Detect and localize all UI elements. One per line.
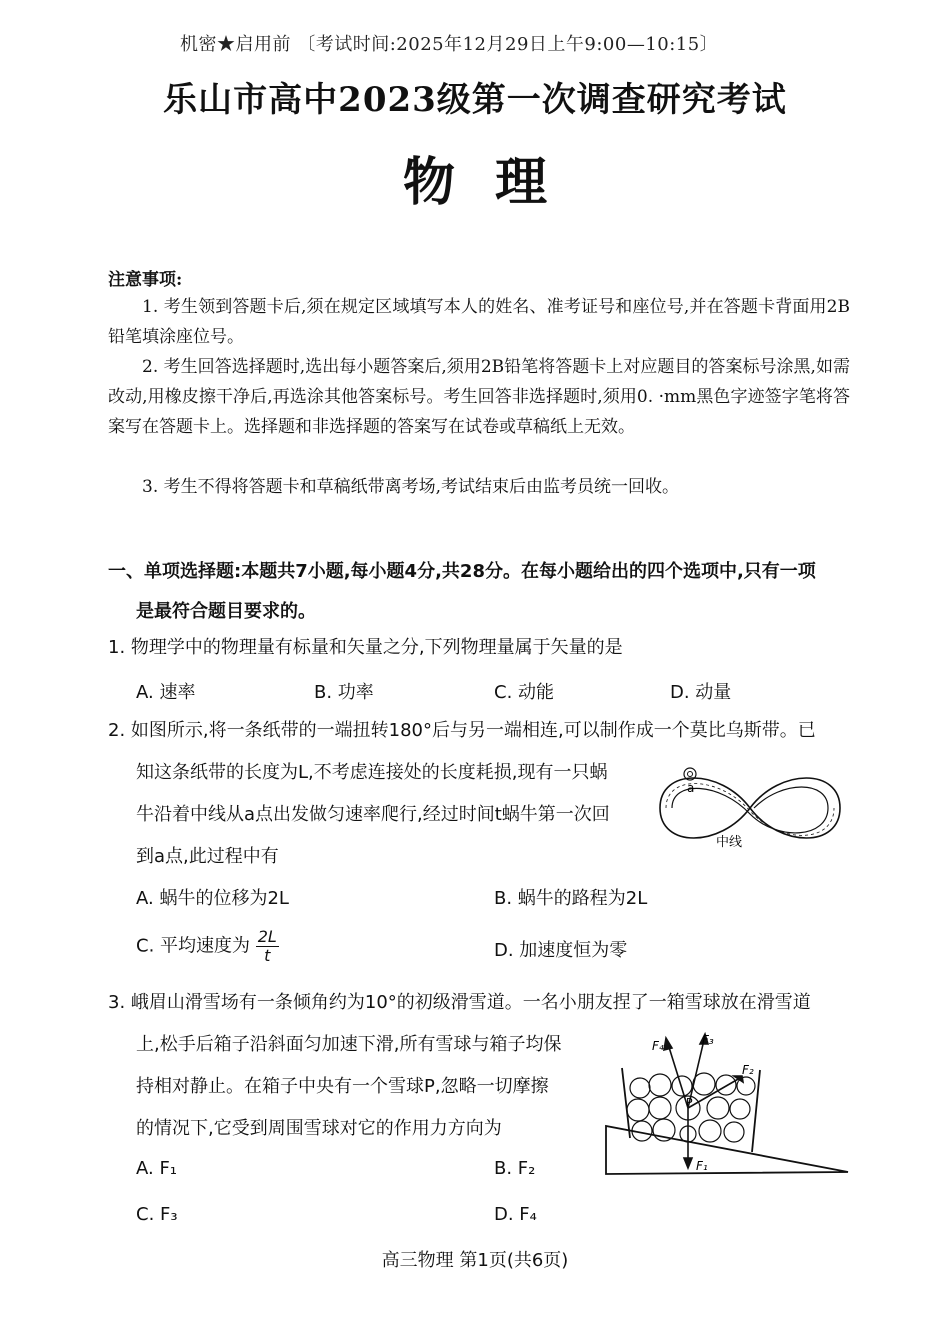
label-f2: F₂ bbox=[742, 1063, 754, 1077]
fraction-2L-over-t bbox=[256, 928, 279, 965]
page-footer: 高三物理 第1页(共6页) bbox=[381, 1250, 569, 1271]
notice-heading: 注意事项: bbox=[108, 270, 183, 290]
label-f4: F₄ bbox=[652, 1039, 664, 1053]
q3-stem-line-2: 上,松手后箱子沿斜面匀加速下滑,所有雪球与箱子均保 bbox=[136, 1034, 562, 1055]
q2-option-d: D. 加速度恒为零 bbox=[494, 940, 628, 961]
subject-title: 物理 bbox=[402, 152, 587, 213]
confidential-note: 机密★启用前 〔考试时间:2025年12月29日上午9:00—10:15〕 bbox=[180, 34, 719, 55]
exam-title: 乐山市高中2023级第一次调查研究考试 bbox=[163, 80, 787, 120]
section-line-2: 是最符合题目要求的。 bbox=[136, 601, 316, 622]
q3-stem-line-4: 的情况下,它受到周围雪球对它的作用力方向为 bbox=[136, 1118, 502, 1139]
fraction-numerator: 2L bbox=[257, 927, 277, 946]
q2-option-c-prefix: C. 平均速度为 bbox=[136, 935, 251, 957]
snowball-box-figure bbox=[600, 1030, 850, 1176]
q2-option-a: A. 蜗牛的位移为2L bbox=[136, 888, 289, 909]
q3-option-b: B. F₂ bbox=[494, 1158, 536, 1179]
notice-item-2: 2. 考生回答选择题时,选出每小题答案后,须用2B铅笔将答题卡上对应题目的答案标号涂黑,如需改动,用橡皮擦干净后,再选涂其他答案标号。考生回答非选择题时,须用0. ·mm黑色字迹签字笔将答案写在答题卡上。选择题和非选择题的答案写在试卷或草稿纸上无效。 bbox=[108, 357, 850, 437]
q2-option-c bbox=[136, 928, 279, 965]
notice-item-1: 1. 考生领到答题卡后,须在规定区域填写本人的姓名、准考证号和座位号,并在答题卡背面用2B铅笔填涂座位号。 bbox=[108, 297, 850, 347]
fraction-denominator: t bbox=[264, 946, 271, 965]
incline-slope bbox=[606, 1126, 848, 1174]
label-f1: F₁ bbox=[696, 1159, 708, 1173]
label-p: P bbox=[686, 1096, 693, 1109]
label-f3: F₃ bbox=[702, 1033, 714, 1047]
q1-stem: 1. 物理学中的物理量有标量和矢量之分,下列物理量属于矢量的是 bbox=[108, 637, 623, 658]
q3-option-c: C. F₃ bbox=[136, 1204, 178, 1225]
figure-label-midline: 中线 bbox=[716, 835, 743, 850]
notice-item-3: 3. 考生不得将答题卡和草稿纸带离考场,考试结束后由监考员统一回收。 bbox=[142, 477, 680, 497]
q2-stem-line-3: 牛沿着中线从a点出发做匀速率爬行,经过时间t蜗牛第一次回 bbox=[136, 804, 610, 825]
q2-stem-line-1: 2. 如图所示,将一条纸带的一端扭转180°后与另一端相连,可以制作成一个莫比乌斯带。已 bbox=[108, 720, 816, 741]
q1-option-c: C. 动能 bbox=[494, 682, 555, 703]
q3-option-a: A. F₁ bbox=[136, 1158, 178, 1179]
q1-option-b: B. 功率 bbox=[314, 682, 374, 703]
q3-option-d: D. F₄ bbox=[494, 1204, 537, 1225]
q1-option-a: A. 速率 bbox=[136, 682, 196, 703]
q1-option-d: D. 动量 bbox=[670, 682, 732, 703]
q2-stem-line-4: 到a点,此过程中有 bbox=[136, 846, 279, 867]
q2-stem-line-2: 知这条纸带的长度为L,不考虑连接处的长度耗损,现有一只蜗 bbox=[136, 762, 608, 783]
section-heading bbox=[108, 552, 850, 632]
section-line-1: 一、单项选择题:本题共7小题,每小题4分,共28分。在每小题给出的四个选项中,只有一项 bbox=[108, 561, 816, 582]
q3-stem-line-3: 持相对静止。在箱子中央有一个雪球P,忽略一切摩擦 bbox=[136, 1076, 549, 1097]
mobius-strip-figure bbox=[650, 758, 850, 858]
q3-stem-line-1: 3. 峨眉山滑雪场有一条倾角约为10°的初级滑雪道。一名小朋友捏了一箱雪球放在滑雪道 bbox=[108, 992, 811, 1013]
figure-label-a: a bbox=[687, 781, 695, 795]
q2-option-b: B. 蜗牛的路程为2L bbox=[494, 888, 648, 909]
